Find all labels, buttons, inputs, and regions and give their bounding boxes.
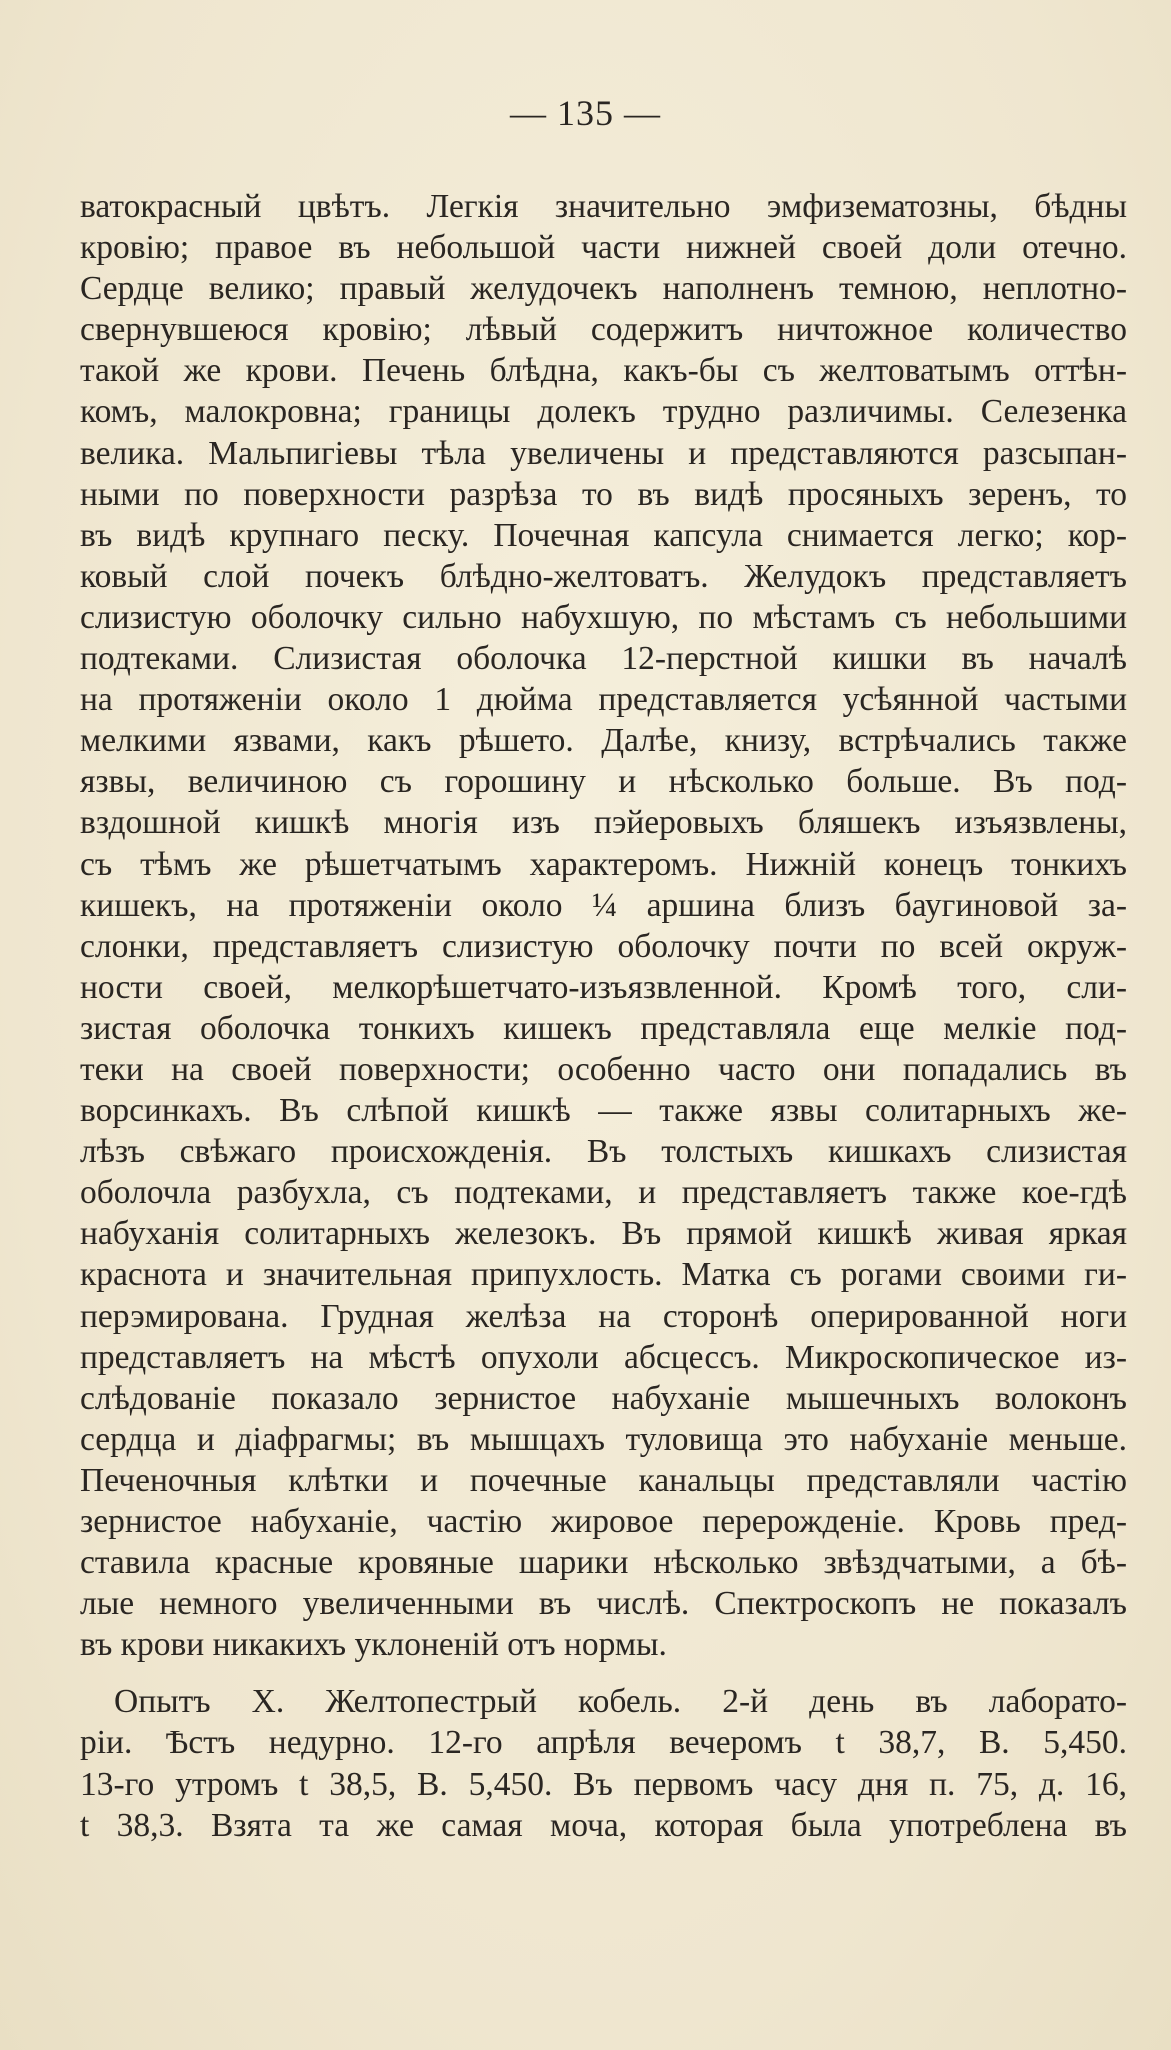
paragraph-gap bbox=[80, 1665, 1127, 1681]
text-line: мелкими язвами, какъ рѣшето. Далѣе, книзу, встрѣчались также bbox=[80, 722, 1127, 760]
text-line: слѣдованіе показало зернистое набуханіе мышечныхъ волоконъ bbox=[80, 1379, 1127, 1417]
text-line: ватокрасный цвѣтъ. Легкія значительно эмфизематозны, бѣдны bbox=[80, 188, 1127, 225]
text-line: комъ, малокровна; границы долекъ трудно различимы. Селезенка bbox=[80, 393, 1127, 431]
text-line: лѣзъ свѣжаго происхожденія. Въ толстыхъ кишкахъ слизистая bbox=[80, 1133, 1127, 1171]
text-line: ставила красные кровяные шарики нѣсколько звѣздчатыми, а бѣ- bbox=[80, 1544, 1127, 1582]
text-line: язвы, величиною съ горошину и нѣсколько больше. Въ под- bbox=[80, 763, 1127, 801]
text-line: Опытъ X. Желтопестрый кобель. 2-й день въ лаборато- bbox=[114, 1683, 1127, 1721]
text-line: Печеночныя клѣтки и почечные канальцы представляли частію bbox=[80, 1461, 1127, 1499]
text-line: ріи. Ѣстъ недурно. 12-го апрѣля вечеромъ t 38,7, В. 5,450. bbox=[80, 1724, 1127, 1762]
body-text bbox=[80, 186, 1127, 1846]
text-line: слонки, представляетъ слизистую оболочку почти по всей окруж- bbox=[80, 927, 1127, 965]
text-line: такой же крови. Печень блѣдна, какъ-бы съ желтоватымъ оттѣн- bbox=[80, 352, 1127, 390]
text-line: велика. Мальпигіевы тѣла увеличены и представляются разсыпан- bbox=[80, 434, 1127, 472]
text-line: набуханія солитарныхъ железокъ. Въ прямой кишкѣ живая яркая bbox=[80, 1215, 1127, 1253]
paragraph-autopsy bbox=[80, 186, 1127, 1665]
text-line: въ видѣ крупнаго песку. Почечная капсула снимается легко; кор- bbox=[80, 516, 1127, 554]
text-line: въ крови никакихъ уклоненій отъ нормы. bbox=[80, 1626, 667, 1664]
text-line: краснота и значительная припухлость. Матка съ рогами своими ги- bbox=[80, 1256, 1127, 1294]
text-line: перэмирована. Грудная желѣза на сторонѣ оперированной ноги bbox=[80, 1297, 1127, 1335]
text-line: ными по поверхности разрѣза то въ видѣ просяныхъ зеренъ, то bbox=[80, 475, 1127, 513]
text-line: ности своей, мелкорѣшетчато-изъязвленной. Кромѣ того, сли- bbox=[80, 968, 1127, 1006]
text-line: Сердце велико; правый желудочекъ наполненъ темною, неплотно- bbox=[80, 270, 1127, 308]
text-line: представляетъ на мѣстѣ опухоли абсцессъ. Микроскопическое из- bbox=[80, 1338, 1127, 1376]
text-line: кровію; правое въ небольшой части нижней своей доли отечно. bbox=[80, 229, 1127, 267]
text-line: зистая оболочка тонкихъ кишекъ представляла еще мелкіе под- bbox=[80, 1009, 1127, 1047]
text-line: съ тѣмъ же рѣшетчатымъ характеромъ. Нижній конецъ тонкихъ bbox=[80, 845, 1127, 883]
text-line: сердца и діафрагмы; въ мышцахъ туловища это набуханіе меньше. bbox=[80, 1420, 1127, 1458]
text-line: теки на своей поверхности; особенно часто они попадались въ bbox=[80, 1050, 1127, 1088]
text-line: подтеками. Слизистая оболочка 12-перстной кишки въ началѣ bbox=[80, 640, 1127, 678]
text-line: ковый слой почекъ блѣдно-желтоватъ. Желудокъ представляетъ bbox=[80, 557, 1127, 595]
text-line: t 38,3. Взята та же самая моча, которая была употреблена въ bbox=[80, 1806, 1127, 1844]
text-line: зернистое набуханіе, частію жировое перерожденіе. Кровь пред- bbox=[80, 1503, 1127, 1540]
text-line: ворсинкахъ. Въ слѣпой кишкѣ — также язвы солитарныхъ же- bbox=[80, 1092, 1127, 1130]
text-line: 13-го утромъ t 38,5, В. 5,450. Въ первомъ часу дня п. 75, д. 16, bbox=[80, 1765, 1127, 1803]
page-number: — 135 — bbox=[510, 93, 661, 133]
text-line: свернувшеюся кровію; лѣвый содержитъ ничтожное количество bbox=[80, 311, 1127, 349]
text-line: слизистую оболочку сильно набухшую, по мѣстамъ съ небольшими bbox=[80, 598, 1127, 636]
text-line: вздошной кишкѣ многія изъ пэйеровыхъ бляшекъ изъязвлены, bbox=[80, 804, 1127, 842]
text-line: оболочла разбухла, съ подтеками, и представляетъ также кое-гдѣ bbox=[80, 1174, 1127, 1212]
text-line: на протяженіи около 1 дюйма представляется усѣянной частыми bbox=[80, 681, 1127, 719]
paragraph-experiment-x bbox=[80, 1681, 1127, 1845]
text-line: лые немного увеличенными въ числѣ. Спектроскопъ не показалъ bbox=[80, 1585, 1127, 1623]
text-line: кишекъ, на протяженіи около ¼ аршина близъ баугиновой за- bbox=[80, 886, 1127, 924]
